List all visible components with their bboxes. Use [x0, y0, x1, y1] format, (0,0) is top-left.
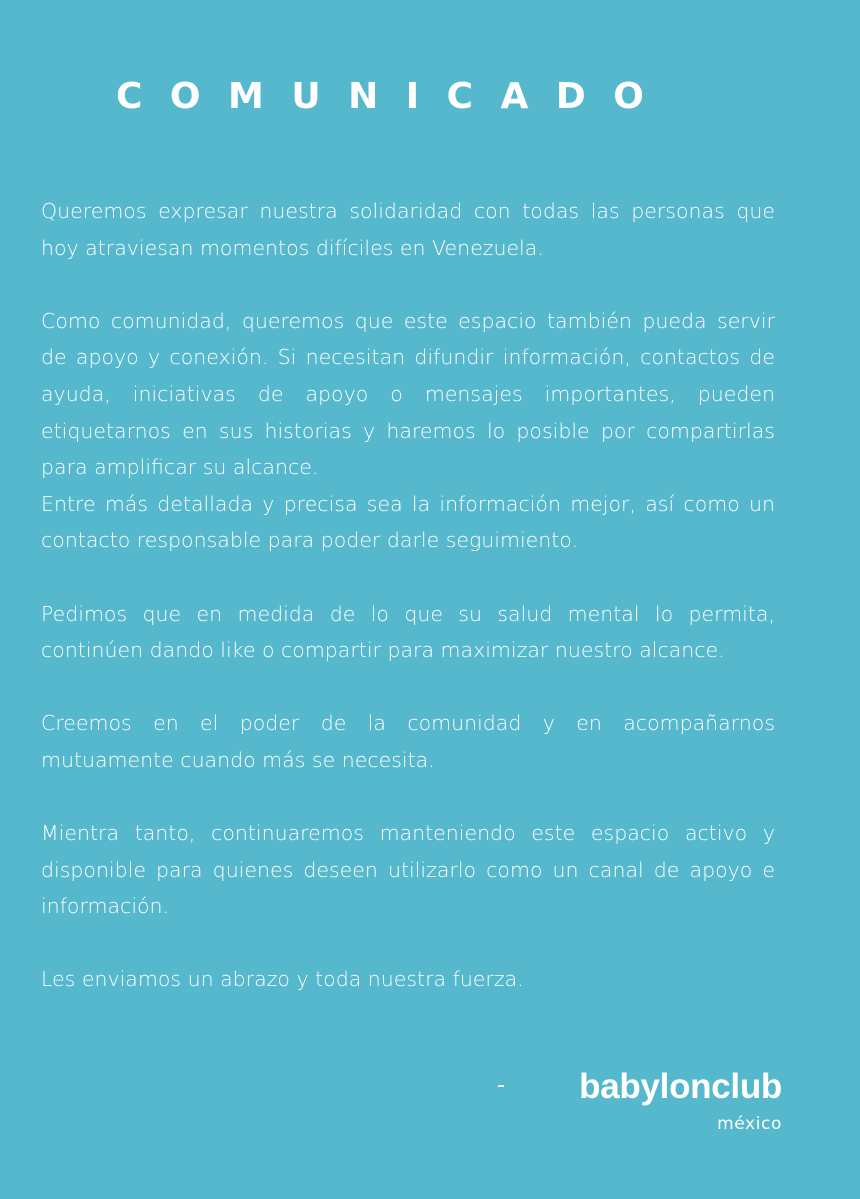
paragraph-solidarity: Queremos expresar nuestra solidaridad con todas las personas que hoy atraviesan momentos difíciles en Venezuela. [41, 199, 775, 260]
signature-dash: - [497, 1073, 505, 1098]
paragraph-request: Pedimos que en medida de lo que su salud mental lo permita, continúen dando like o compartir para maximizar nuestro alcance. [41, 601, 775, 663]
paragraph-spacer [41, 779, 775, 816]
paragraph-details: Entre más detallada y precisa sea la información mejor, así como un contacto responsable para poder darle seguimiento. [41, 491, 775, 553]
paragraph-spacer [41, 669, 775, 706]
paragraph-spacer [41, 925, 775, 962]
announcement-body [41, 193, 775, 998]
signature [579, 1064, 782, 1135]
paragraph-spacer [41, 266, 775, 303]
brand-logo-text: babylonclub [579, 1067, 782, 1106]
page-title: COMUNICADO [116, 76, 672, 117]
brand-location: méxico [717, 1114, 782, 1134]
paragraph-belief: Creemos en el poder de la comunidad y en acompañarnos mutuamente cuando más se necesita. [41, 711, 775, 772]
paragraph-meanwhile: Mientra tanto, continuaremos manteniendo este espacio activo y disponible para quienes deseen utilizarlo como un canal de apoyo e información. [41, 821, 775, 919]
paragraph-closing: Les enviamos un abrazo y toda nuestra fuerza. [41, 967, 524, 992]
paragraph-spacer [41, 559, 775, 596]
paragraph-community: Como comunidad, queremos que este espacio también pueda servir de apoyo y conexión. Si necesitan difundir información, contactos de ayuda, iniciativas de apoyo o mensajes importantes, pueden etiquetarnos en sus historias y haremos lo posible por compartirlas para amplificar su alcance. [41, 308, 775, 480]
